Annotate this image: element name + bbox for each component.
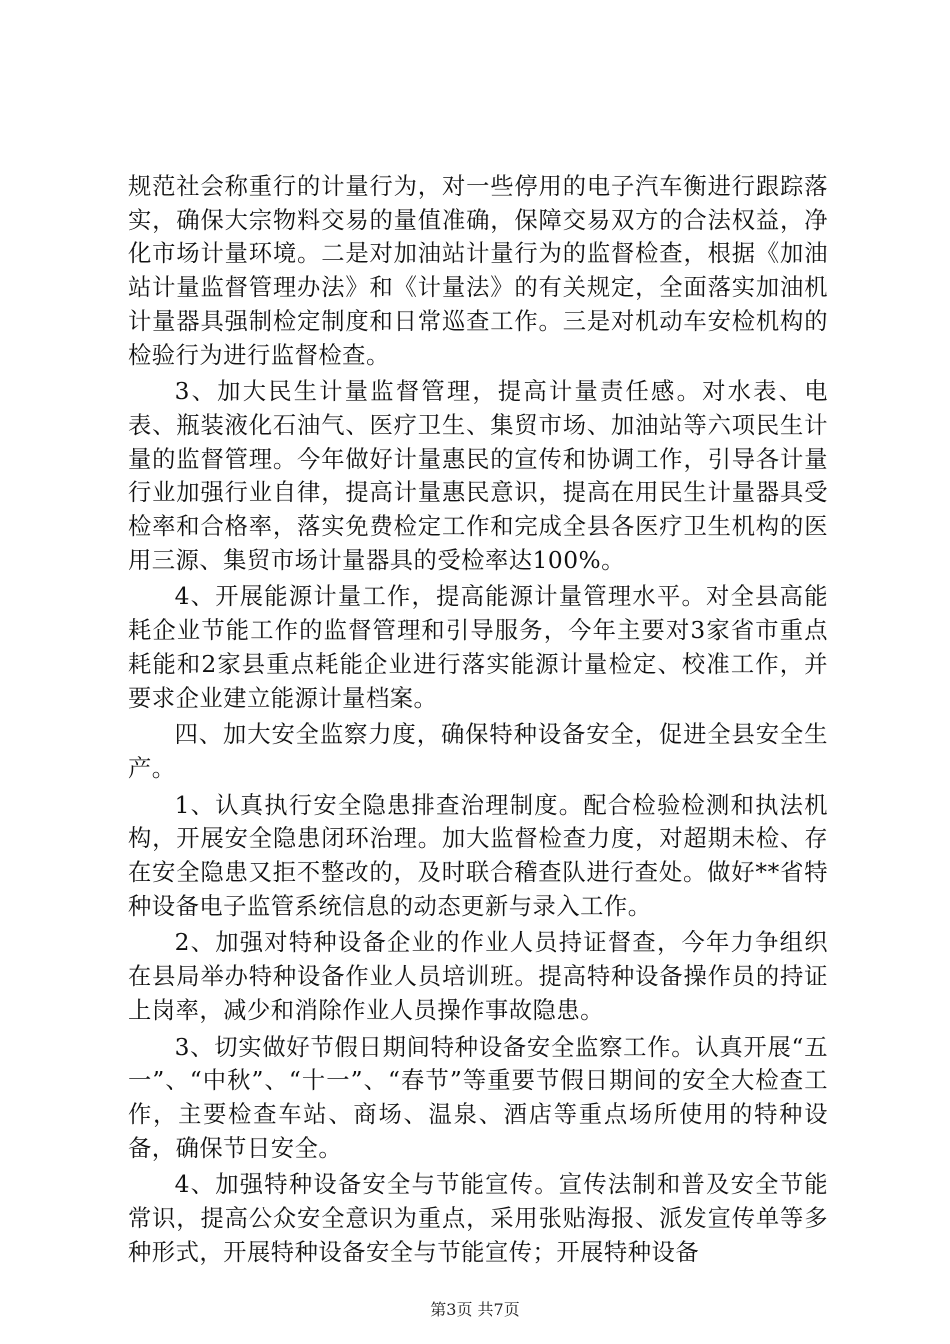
document-body [128, 170, 828, 1273]
paragraph-5: 1、认真执行安全隐患排查治理制度。配合检验检测和执法机构，开展安全隐患闭环治理。加大监督检查力度，对超期未检、存在安全隐患又拒不整改的，及时联合稽查队进行查处。做好**省特种设备电子监管系统信息的动态更新与录入工作。 [128, 791, 828, 920]
paragraph-6: 2、加强对特种设备企业的作业人员持证督查，今年力争组织在县局举办特种设备作业人员培训班。提高特种设备操作员的持证上岗率，减少和消除作业人员操作事故隐患。 [128, 929, 828, 1024]
paragraph-8: 4、加强特种设备安全与节能宣传。宣传法制和普及安全节能常识，提高公众安全意识为重点，采用张贴海报、派发宣传单等多种形式，开展特种设备安全与节能宣传；开展特种设备 [128, 1171, 828, 1266]
page-number-footer: 第3页 共7页 [430, 1300, 520, 1319]
paragraph-3: 4、开展能源计量工作，提高能源计量管理水平。对全县高能耗企业节能工作的监督管理和引导服务，今年主要对3家省市重点耗能和2家县重点耗能企业进行落实能源计量检定、校准工作，并要求企业建立能源计量档案。 [128, 583, 828, 712]
section-heading-4: 四、加大安全监察力度，确保特种设备安全，促进全县安全生产。 [128, 721, 828, 782]
paragraph-1: 规范社会称重行的计量行为，对一些停用的电子汽车衡进行跟踪落实，确保大宗物料交易的量值准确，保障交易双方的合法权益，净化市场计量环境。二是对加油站计量行为的监督检查，根据《加油站计量监督管理办法》和《计量法》的有关规定，全面落实加油机计量器具强制检定制度和日常巡查工作。三是对机动车安检机构的检验行为进行监督检查。 [128, 173, 828, 369]
paragraph-2: 3、加大民生计量监督管理，提高计量责任感。对水表、电表、瓶装液化石油气、医疗卫生、集贸市场、加油站等六项民生计量的监督管理。今年做好计量惠民的宣传和协调工作，引导各计量行业加强行业自律，提高计量惠民意识，提高在用民生计量器具受检率和合格率，落实免费检定工作和完成全县各医疗卫生机构的医用三源、集贸市场计量器具的受检率达100%。 [128, 378, 828, 574]
paragraph-7: 3、切实做好节假日期间特种设备安全监察工作。认真开展“五一”、“中秋”、“十一”、“春节”等重要节假日期间的安全大检查工作，主要检查车站、商场、温泉、酒店等重点场所使用的特种设备，确保节日安全。 [128, 1033, 828, 1162]
